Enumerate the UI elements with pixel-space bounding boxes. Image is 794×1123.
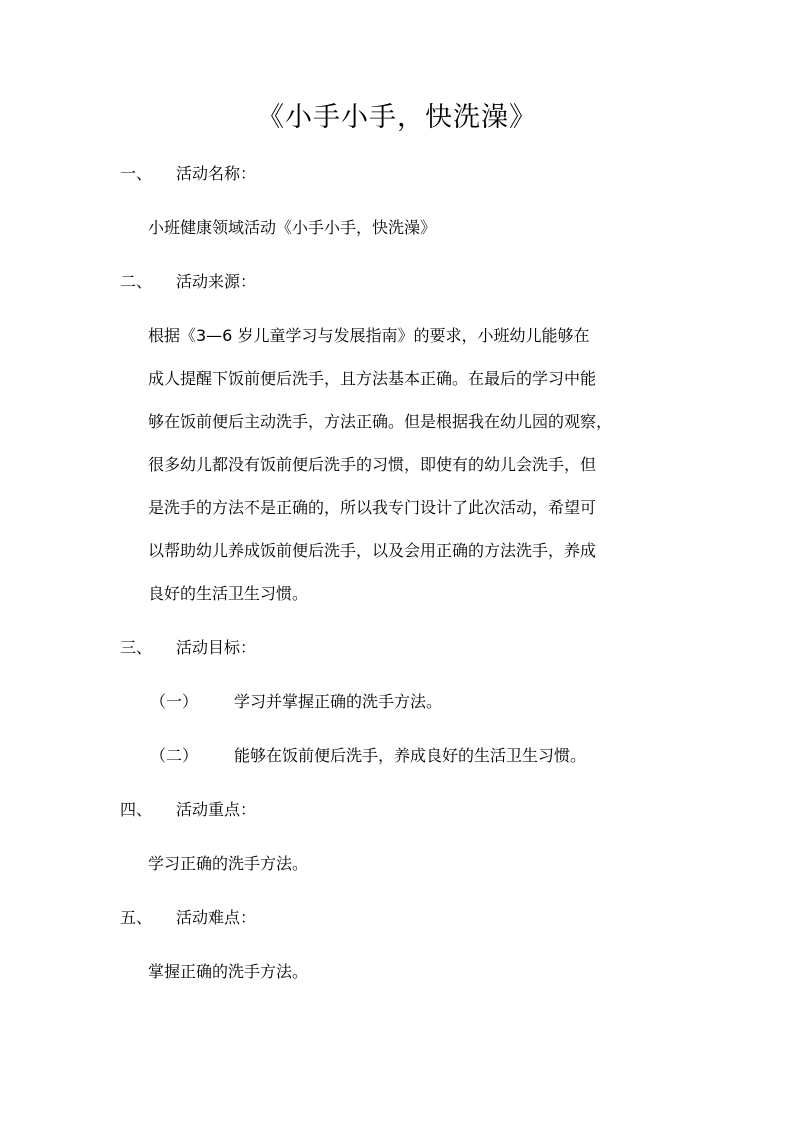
- section-label: 活动来源：: [176, 272, 257, 291]
- goal-text: 能够在饭前便后洗手，养成良好的生活卫生习惯。: [234, 746, 587, 765]
- section-number: 三、: [120, 638, 153, 657]
- paragraph-line: 是洗手的方法不是正确的，所以我专门设计了此次活动，希望可: [148, 498, 597, 517]
- section-number: 四、: [120, 800, 153, 819]
- section-label: 活动难点：: [176, 908, 257, 927]
- goal-text: 学习并掌握正确的洗手方法。: [234, 692, 443, 711]
- section-label: 活动目标：: [176, 638, 257, 657]
- paragraph-line: 良好的生活卫生习惯。: [148, 584, 309, 603]
- section-number: 五、: [120, 908, 153, 927]
- document-title: 《小手小手，快洗澡》: [257, 102, 537, 133]
- goal-number: （一）: [150, 692, 199, 711]
- section-number: 一、: [120, 164, 153, 183]
- section-body-key-point: 学习正确的洗手方法。: [148, 854, 309, 873]
- paragraph-line: 以帮助幼儿养成饭前便后洗手，以及会用正确的方法洗手，养成: [148, 541, 597, 560]
- section-body-activity-name: 小班健康领域活动《小手小手，快洗澡》: [148, 218, 437, 237]
- paragraph-line: 够在饭前便后主动洗手，方法正确。但是根据我在幼儿园的观察，: [148, 412, 613, 431]
- paragraph-line: 成人提醒下饭前便后洗手，且方法基本正确。在最后的学习中能: [148, 369, 597, 388]
- section-label: 活动名称：: [176, 164, 257, 183]
- section-label: 活动重点：: [176, 800, 257, 819]
- section-body-difficulty: 掌握正确的洗手方法。: [148, 962, 309, 981]
- section-number: 二、: [120, 272, 153, 291]
- paragraph-line: 很多幼儿都没有饭前便后洗手的习惯，即使有的幼儿会洗手，但: [148, 455, 597, 474]
- goal-number: （二）: [150, 746, 199, 765]
- paragraph-line: 根据《3—6 岁儿童学习与发展指南》的要求，小班幼儿能够在: [148, 326, 590, 345]
